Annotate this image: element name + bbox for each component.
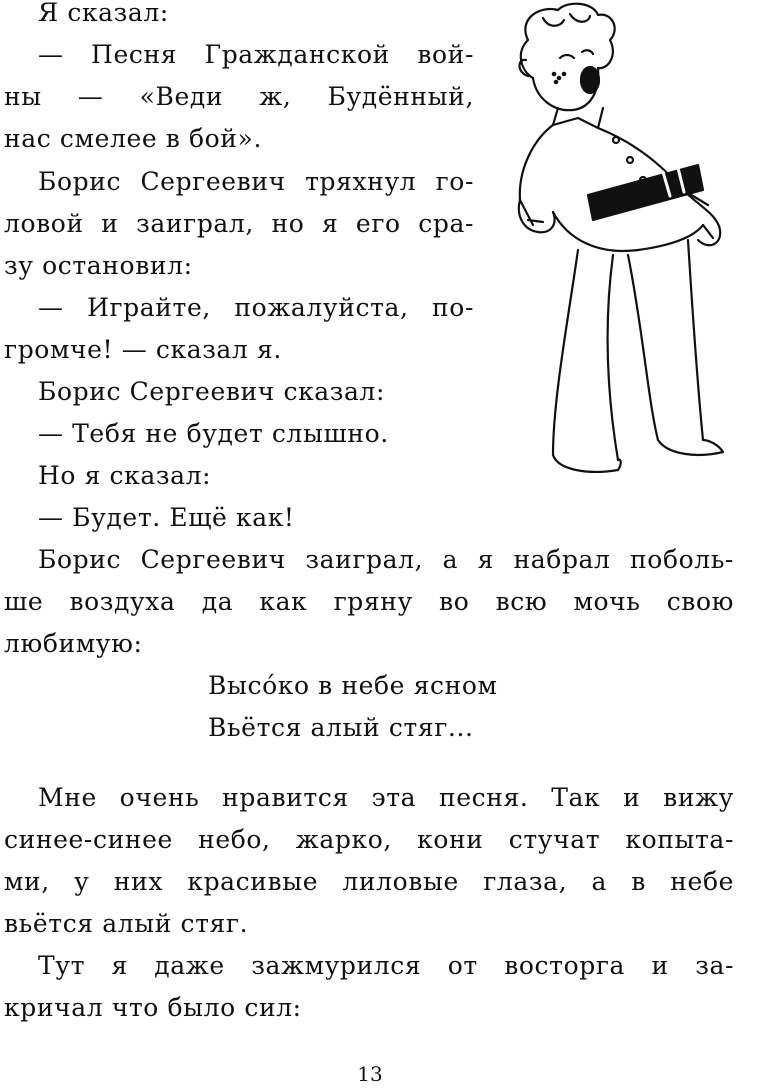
text-line: ше воздуха да как гряну во всю мочь свою: [4, 587, 734, 616]
text-line: Мне очень нравится эта песня. Так и вижу: [38, 783, 734, 812]
text-line: громче! — сказал я.: [4, 335, 282, 364]
text-line: — Будет. Ещё как!: [38, 503, 295, 532]
boy-singing-illustration: [498, 0, 728, 490]
text-line: Тут я даже зажмурился от восторга и за-: [38, 951, 734, 980]
text-line: Борис Сергеевич тряхнул го-: [38, 167, 474, 196]
text-line: ны — «Веди ж, Будённый,: [4, 82, 474, 111]
text-line: Я сказал:: [38, 0, 169, 27]
text-line: — Песня Гражданской вой-: [38, 40, 474, 69]
text-line: — Тебя не будет слышно.: [38, 419, 389, 448]
verse-line: Высо́ко в небе ясном: [208, 671, 498, 700]
text-line: синее-синее небо, жарко, кони стучат копыта-: [4, 825, 734, 854]
text-line: Но я сказал:: [38, 461, 212, 490]
verse-line: Вьётся алый стяг...: [208, 713, 474, 742]
text-line: ловой и заиграл, но я его сра-: [4, 209, 474, 238]
text-line: зу остановил:: [4, 251, 193, 280]
text-line: кричал что было сил:: [4, 993, 302, 1022]
text-line: Борис Сергеевич заиграл, а я набрал поболь-: [38, 545, 734, 574]
text-line: любимую:: [4, 629, 143, 658]
text-line: вьётся алый стяг.: [4, 909, 249, 938]
text-line: Борис Сергеевич сказал:: [38, 377, 386, 406]
text-line: нас смелее в бой».: [4, 124, 263, 153]
page-number: 13: [357, 1062, 383, 1086]
text-line: — Играйте, пожалуйста, по-: [38, 293, 474, 322]
text-line: ми, у них красивые лиловые глаза, а в небе: [4, 867, 734, 896]
